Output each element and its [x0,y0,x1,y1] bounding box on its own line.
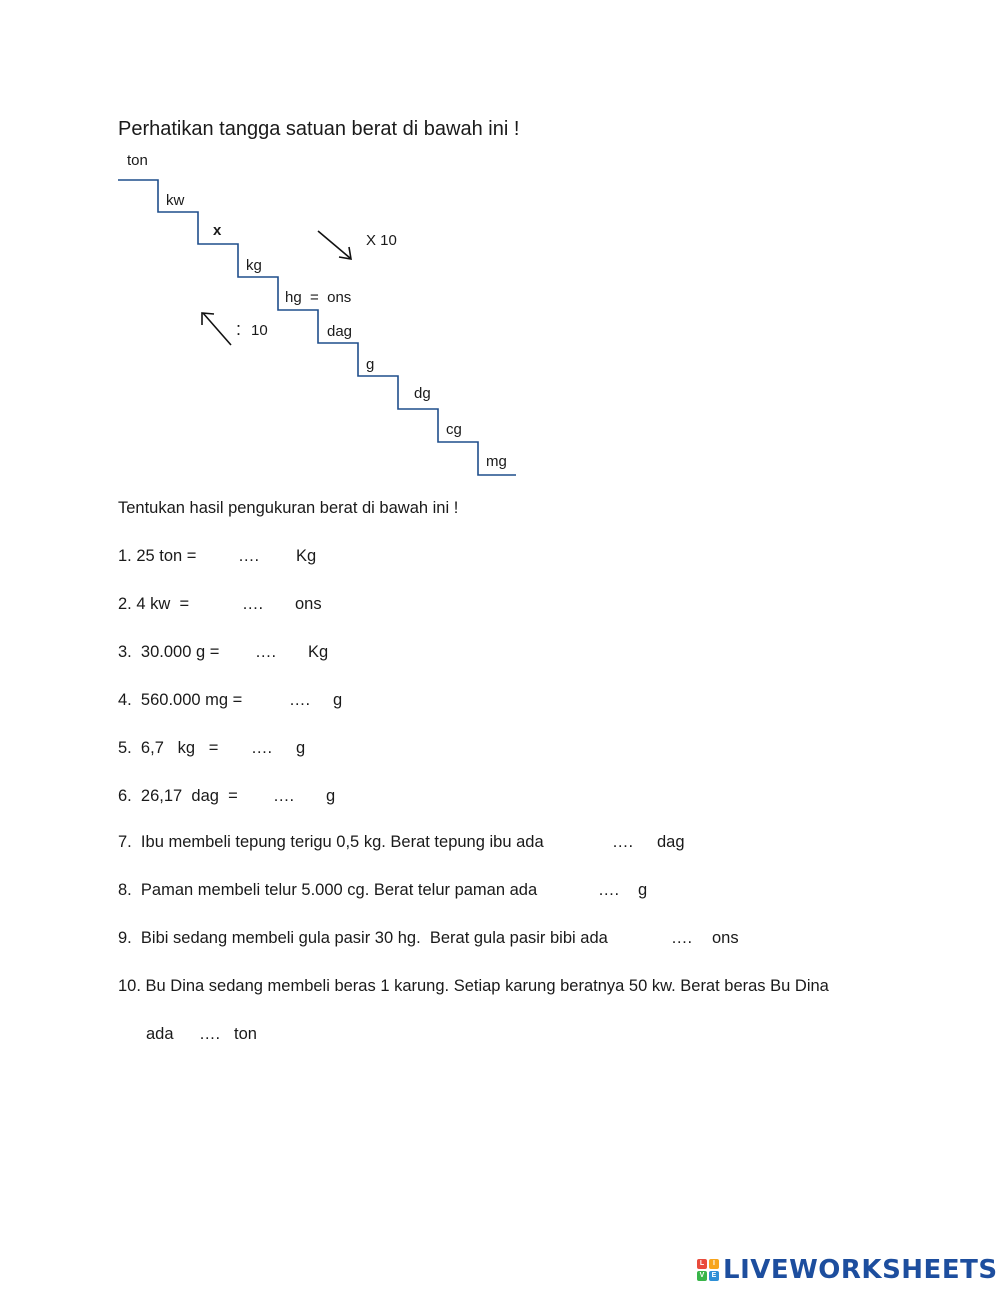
unit-label: ton [234,1025,257,1043]
answer-blank[interactable]: …. [612,833,634,851]
ladder-label-dag: dag [327,323,353,340]
ladder-label-dg: dg [414,385,431,402]
question-text: 9. Bibi sedang membeli gula pasir 30 hg. Berat gula pasir bibi ada [118,929,608,947]
question-text: 1. 25 ton = [118,547,197,565]
question-text: 2. 4 kw = [118,595,190,613]
divide-value: 10 [251,322,268,339]
ladder-label-kw: kw [166,192,185,209]
unit-label: g [638,881,648,899]
question-text: 7. Ibu membeli tepung terigu 0,5 kg. Berat tepung ibu ada [118,833,544,851]
unit-ladder-diagram [0,0,1000,500]
answer-blank[interactable]: …. [199,1025,221,1043]
unit-label: g [296,739,306,757]
ladder-label-hg: hg = ons [285,289,352,306]
logo-blocks-icon: L I V E [697,1259,719,1281]
logo-text: LIVEWORKSHEETS [723,1255,998,1285]
answer-blank[interactable]: …. [598,881,620,899]
question-text: 3. 30.000 g = [118,643,220,661]
question-text: 10. Bu Dina sedang membeli beras 1 karung. Setiap karung beratnya 50 kw. Berat beras Bu Dina [118,977,829,995]
question-text: 8. Paman membeli telur 5.000 cg. Berat telur paman ada [118,881,538,899]
answer-blank[interactable]: …. [671,929,693,947]
answer-blank[interactable]: …. [238,547,260,565]
instruction-text: Tentukan hasil pengukuran berat di bawah ini ! [118,499,459,517]
arrow-down-right-icon [318,231,351,259]
question-text: ada [146,1025,174,1043]
answer-blank[interactable]: …. [273,787,295,805]
ladder-label-x: x [213,222,222,239]
unit-label: ons [712,929,739,947]
ladder-label-kg: kg [246,257,262,274]
ladder-label-cg: cg [446,421,462,438]
question-text: 4. 560.000 mg = [118,691,243,709]
answer-blank[interactable]: …. [255,643,277,661]
question-text: 5. 6,7 kg = [118,739,219,757]
answer-blank[interactable]: …. [242,595,264,613]
unit-label: ons [295,595,322,613]
ladder-label-g: g [366,356,375,373]
unit-label: Kg [296,547,317,565]
ladder-label-mg: mg [486,453,507,470]
liveworksheets-logo [697,1255,998,1285]
question-text: 6. 26,17 dag = [118,787,238,805]
multiply-label: X 10 [366,232,397,249]
answer-blank[interactable]: …. [251,739,273,757]
ladder-label-ton: ton [127,152,148,169]
unit-label: dag [657,833,685,851]
unit-label: Kg [308,643,329,661]
unit-label: g [333,691,343,709]
unit-label: g [326,787,336,805]
answer-blank[interactable]: …. [289,691,311,709]
divide-sign: : [236,319,242,339]
page-title: Perhatikan tangga satuan berat di bawah ini ! [118,118,520,140]
arrow-up-left-icon [202,313,231,345]
